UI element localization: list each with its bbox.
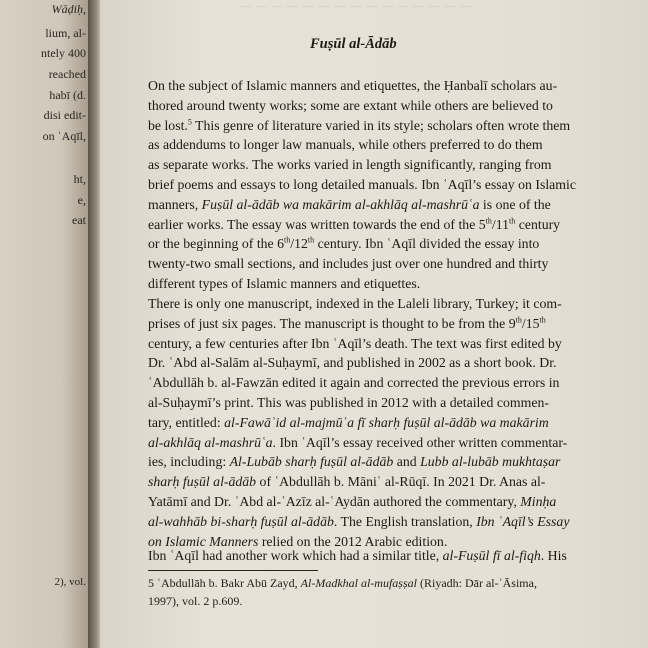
text-line: sharḥ fuṣūl al-ādāb of ʿAbdullāh b. Māniʿ al-Rūqī. In 2021 Dr. Anas al- — [148, 474, 546, 490]
left-page-line: Wāḍiḥ, — [51, 2, 86, 16]
paragraph-2 — [148, 294, 618, 551]
text-line: prises of just six pages. The manuscript is thought to be from the 9th/15th — [148, 315, 546, 331]
work-title: al-Fawāʾid al-majmūʿa fī sharḥ fuṣūl al-ādāb wa makārim — [224, 414, 549, 430]
paragraph-1 — [148, 76, 618, 294]
text-line: on Islamic Manners relied on the 2012 Arabic edition. — [148, 533, 448, 549]
text-line: as separate works. The works varied in length significantly, ranging from — [148, 157, 552, 173]
footnote-divider — [148, 570, 318, 571]
paragraph-3 — [148, 546, 618, 566]
text-line: thored around twenty works; some are extant while others are believed to — [148, 97, 553, 113]
text-line: different types of Islamic manners and etiquettes. — [148, 275, 421, 291]
text-line: brief poems and essays to long detailed manuals. Ibn ʿAqīl’s essay on Islamic — [148, 176, 576, 192]
section-heading: Fuṣūl al-Ādāb — [310, 36, 397, 52]
left-page-line: on ʿAqīl, — [42, 129, 86, 143]
text-line: 1997), vol. 2 p.609. — [148, 594, 243, 608]
left-page-line: 2), vol. — [54, 576, 86, 588]
text-line: al-wahhāb bi-sharḥ fuṣūl al-ādāb. The English translation, Ibn ʿAqīl’s Essay — [148, 513, 570, 529]
text-line: Dr. ʿAbd al-Salām al-Suḥaymī, and published in 2002 as a short book. Dr. — [148, 355, 557, 371]
work-title: Lubb al-lubāb mukhtaṣar — [420, 454, 561, 470]
work-title: Ibn ʿAqīl’s Essay — [476, 513, 570, 529]
work-title: Al-Lubāb sharḥ fuṣūl al-ādāb — [229, 454, 394, 470]
text-line: earlier works. The essay was written towards the end of the 5th/11th century — [148, 215, 561, 232]
left-page-line: eat — [72, 213, 86, 227]
left-page-line: habī (d. — [49, 88, 86, 102]
left-page-line: ntely 400 — [41, 46, 86, 60]
left-page-line: ht, — [73, 172, 86, 186]
work-title: Fuṣūl al-ādāb wa makārim al-akhlāq al-mashrūʿa — [201, 196, 480, 212]
text-line: al-akhlāq al-mashrūʿa. Ibn ʿAqīl’s essay received other written commentar- — [148, 434, 568, 450]
text-line: 5 ʿAbdullāh b. Bakr Abū Zayd, Al-Madkhal al-mufaṣṣal (Riyadh: Dār al-ʿĀsima, — [148, 576, 537, 590]
text-line: There is only one manuscript, indexed in the Laleli library, Turkey; it com- — [148, 296, 562, 311]
work-title: Minḥa — [520, 493, 557, 509]
footnote-ref: 5 — [187, 117, 192, 126]
work-title: sharḥ fuṣūl al-ādāb — [148, 474, 257, 490]
right-page — [100, 0, 648, 648]
left-page — [0, 0, 88, 648]
text-line: tary, entitled: al-Fawāʾid al-majmūʿa fī sharḥ fuṣūl al-ādāb wa makārim — [148, 414, 549, 430]
text-line: ies, including: Al-Lubāb sharḥ fuṣūl al-ādāb and Lubb al-lubāb mukhtaṣar — [148, 454, 561, 470]
text-line: be lost.$^5$ This genre of literature varied in its style; scholars often wrote them — [148, 117, 571, 133]
text-line: Ibn ʿAqīl had another work which had a similar title, al-Fuṣūl fī al-fiqh. His — [148, 548, 567, 563]
text-line: al-Suḥaymī’s print. This was published in 2012 with a detailed commen- — [148, 394, 549, 410]
work-title: al-Fuṣūl fī al-fiqh — [442, 548, 541, 563]
text-line: twenty-two small sections, and includes just over one hundred and thirty — [148, 256, 549, 272]
work-title: al-akhlāq al-mashrūʿa — [148, 434, 273, 450]
work-title: on Islamic Manners — [148, 533, 259, 549]
text-line: as addendums to longer law manuals, while others preferred to do them — [148, 137, 543, 153]
left-page-line: reached — [48, 67, 86, 81]
left-page-line: disi edit- — [43, 108, 86, 122]
text-line: or the beginning of the 6th/12th century. Ibn ʿAqīl divided the essay into — [148, 235, 540, 252]
text-line: century, a few centuries after Ibn ʿAqīl’s death. The text was first edited by — [148, 335, 562, 351]
work-title: al-wahhāb bi-sharḥ fuṣūl al-ādāb — [148, 513, 334, 529]
footnote — [148, 574, 618, 610]
text-line: manners, Fuṣūl al-ādāb wa makārim al-akhlāq al-mashrūʿa is one of the — [148, 196, 551, 212]
left-page-line: lium, al- — [45, 26, 86, 40]
text-line: Yatāmī and Dr. ʿAbd al-ʿAzīz al-ʿAydān authored the commentary, Minḥa — [148, 493, 557, 509]
text-line: ʿAbdullāh b. al-Fawzān edited it again and corrected the previous errors in — [148, 375, 560, 391]
text-line: On the subject of Islamic manners and etiquettes, the Ḥanbalī scholars au- — [148, 78, 558, 93]
work-title: Al-Madkhal al-mufaṣṣal — [300, 576, 417, 590]
left-page-line: e, — [77, 193, 86, 207]
bleed-through-text: — — — — — — — — — — — — — — — — [240, 0, 473, 12]
